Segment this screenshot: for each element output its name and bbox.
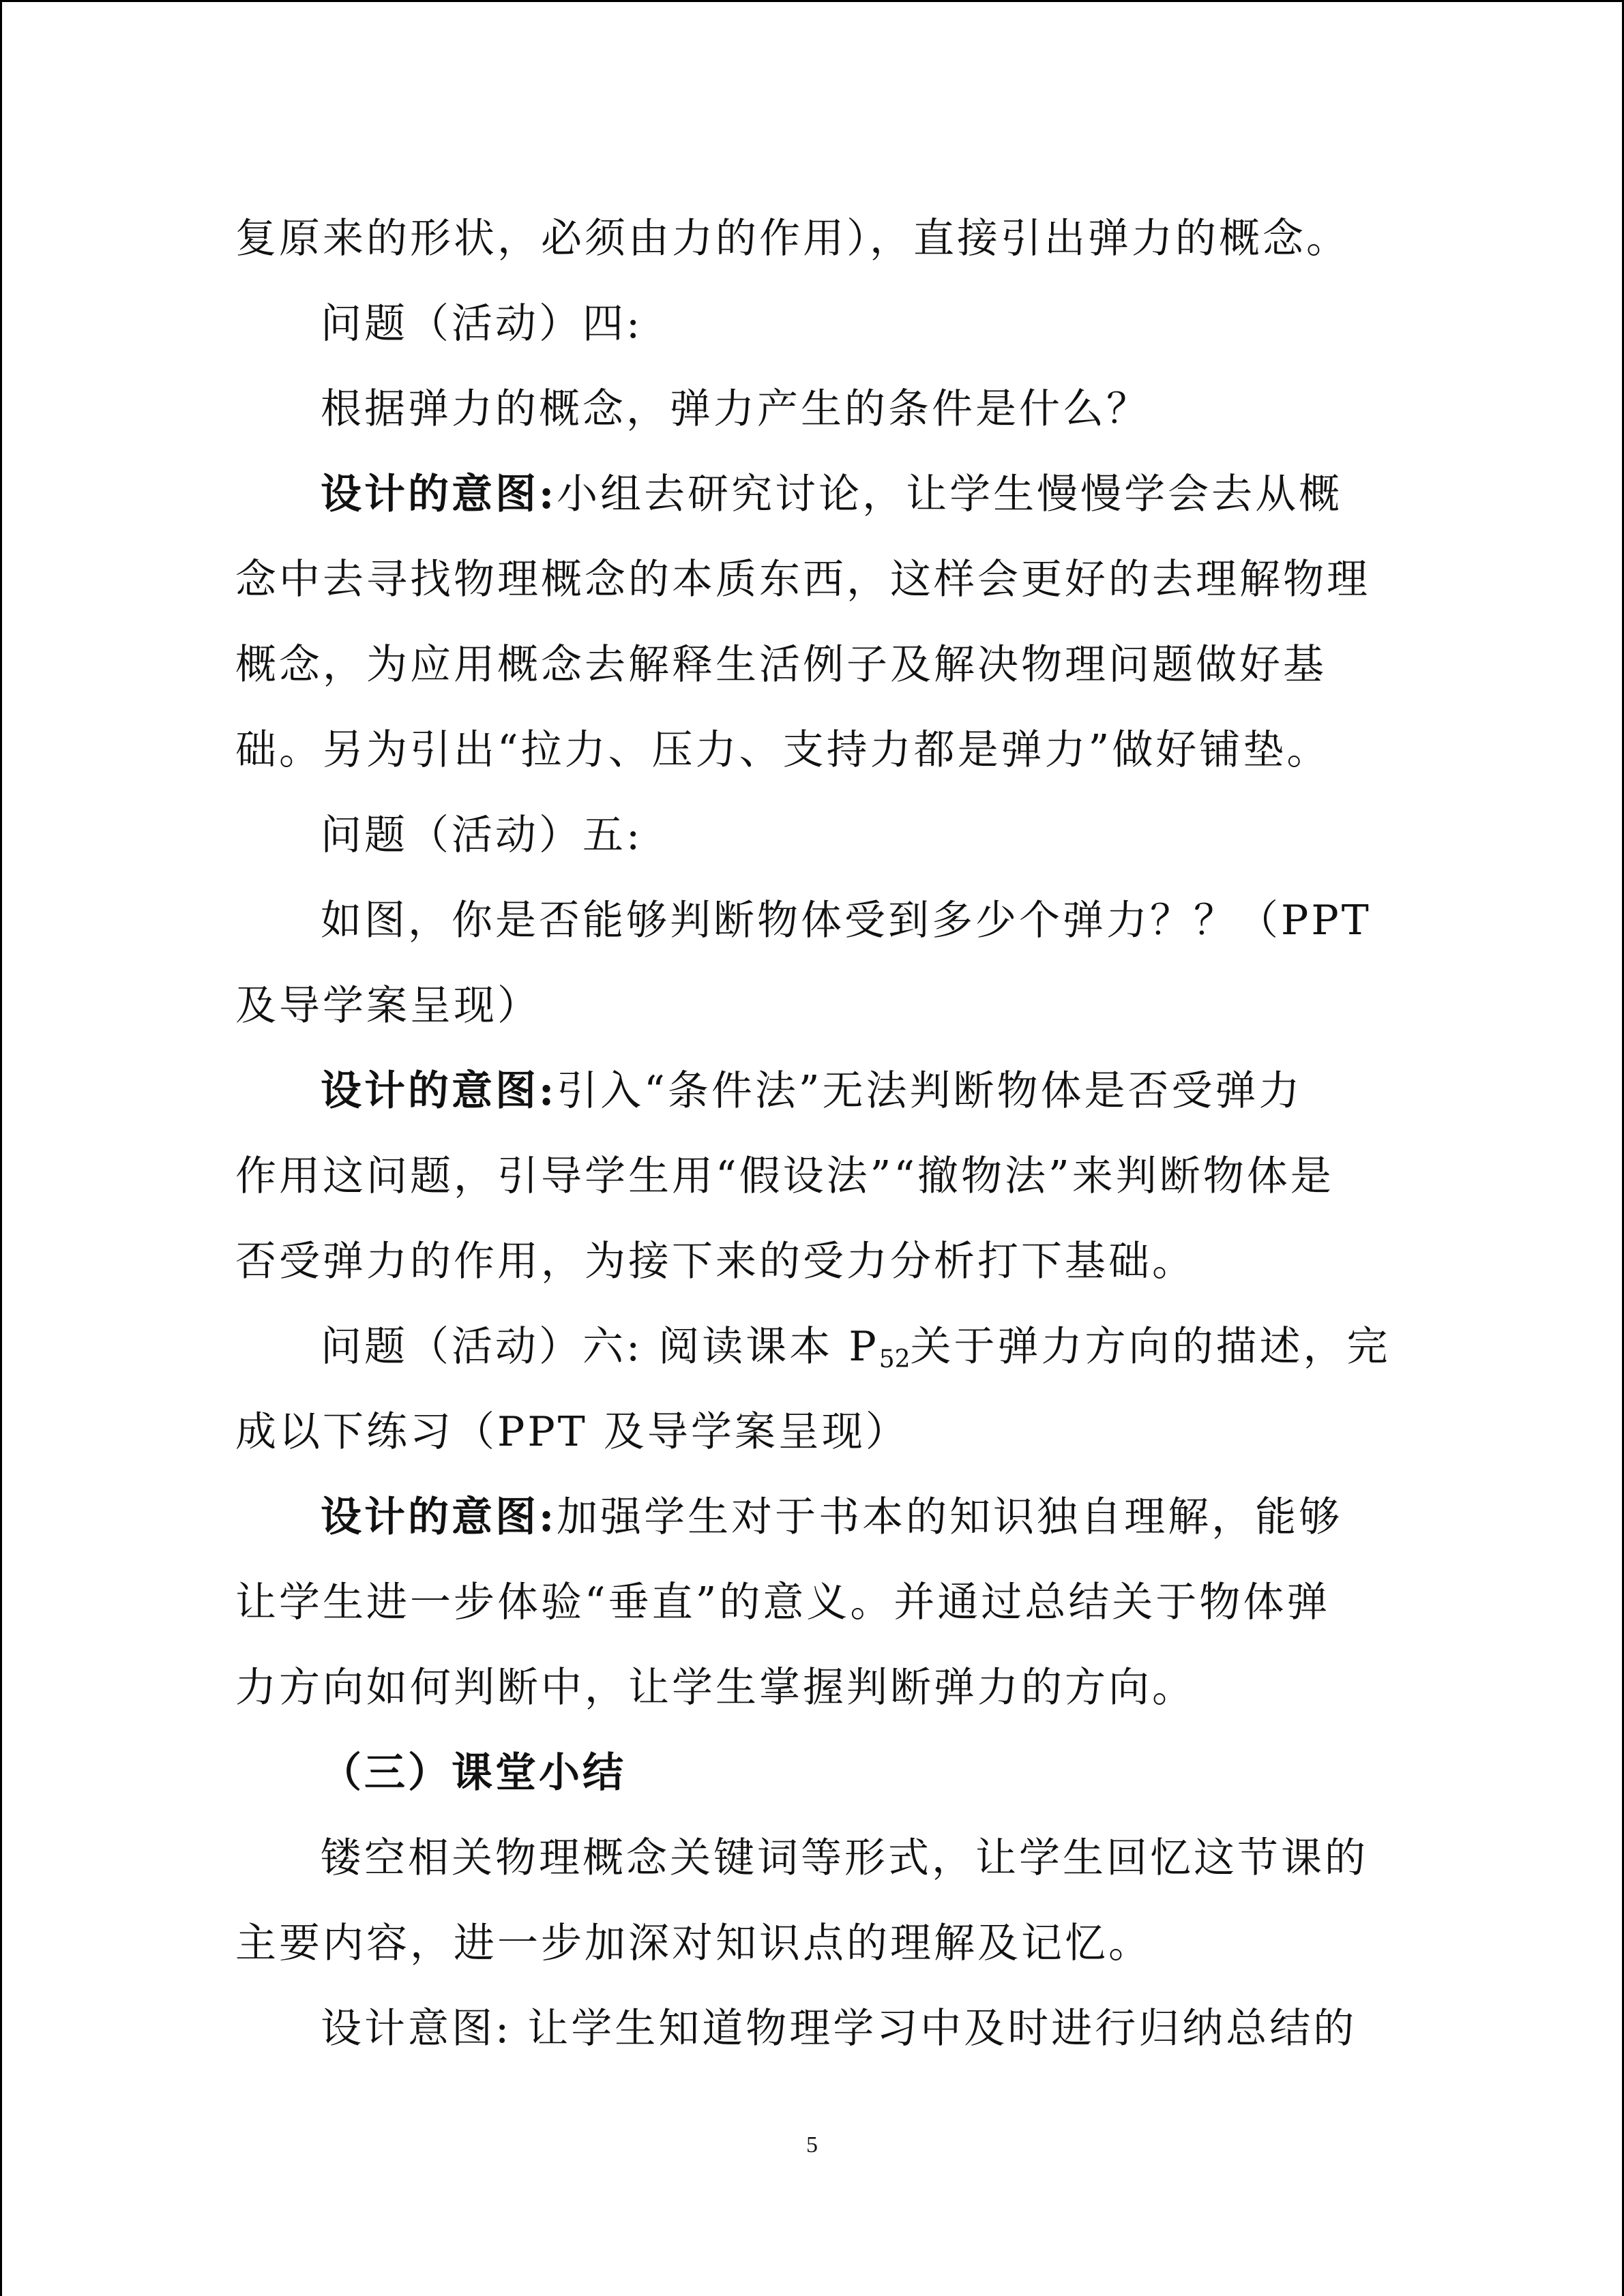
page-border-top bbox=[0, 0, 1624, 2]
paragraph-line: 镂空相关物理概念关键词等形式，让学生回忆这节课的 bbox=[321, 1834, 1368, 1882]
activity-heading bbox=[321, 1320, 1391, 1374]
paragraph-line: 成以下练习（PPT 及导学案呈现） bbox=[235, 1408, 909, 1456]
activity-heading: 问题（活动）五: bbox=[321, 811, 643, 859]
paragraph-line: 础。另为引出“拉力、压力、支持力都是弹力”做好铺垫。 bbox=[235, 726, 1331, 774]
paragraph-line: 力方向如何判断中，让学生掌握判断弹力的方向。 bbox=[235, 1664, 1196, 1712]
paragraph-line: 让学生进一步体验“垂直”的意义。并通过总结关于物体弹 bbox=[235, 1579, 1331, 1626]
subscript: 52 bbox=[879, 1345, 911, 1373]
paragraph-line: 设计意图: 让学生知道物理学习中及时进行归纳总结的 bbox=[321, 2005, 1357, 2053]
paragraph-line: 及导学案呈现） bbox=[235, 982, 541, 1030]
activity-text-pre: 问题（活动）六: 阅读课本 P bbox=[321, 1323, 879, 1371]
paragraph-line: 复原来的形状，必须由力的作用），直接引出弹力的概念。 bbox=[235, 215, 1350, 263]
activity-text-post: 关于弹力方向的描述，完 bbox=[910, 1323, 1391, 1371]
section-heading: （三）课堂小结 bbox=[321, 1749, 626, 1797]
design-intent-line bbox=[321, 1490, 1388, 1545]
design-intent-line bbox=[321, 1064, 1388, 1118]
page-border-left bbox=[0, 0, 2, 2296]
paragraph-line: 念中去寻找物理概念的本质东西，这样会更好的去理解物理 bbox=[235, 556, 1370, 603]
design-intent-text: 引入“条件法”无法判断物体是否受弹力 bbox=[557, 1067, 1303, 1115]
design-intent-text: 小组去研究讨论，让学生慢慢学会去从概 bbox=[557, 471, 1343, 518]
activity-heading: 问题（活动）四: bbox=[321, 300, 643, 348]
paragraph-line: 根据弹力的概念，弹力产生的条件是什么？ bbox=[321, 385, 1150, 433]
paragraph-line: 概念，为应用概念去解释生活例子及解决物理问题做好基 bbox=[235, 641, 1327, 689]
paragraph-line: 作用这问题，引导学生用“假设法”“撤物法”来判断物体是 bbox=[235, 1152, 1334, 1200]
design-intent-label: 设计的意图: bbox=[321, 471, 557, 518]
design-intent-line bbox=[321, 467, 1388, 522]
page-number: 5 bbox=[806, 2132, 818, 2158]
design-intent-text: 加强学生对于书本的知识独自理解，能够 bbox=[557, 1493, 1343, 1541]
design-intent-label: 设计的意图: bbox=[321, 1067, 557, 1115]
paragraph-line: 否受弹力的作用，为接下来的受力分析打下基础。 bbox=[235, 1238, 1196, 1285]
paragraph-line: 如图，你是否能够判断物体受到多少个弹力？？（PPT bbox=[321, 897, 1372, 944]
paragraph-line: 主要内容，进一步加深对知识点的理解及记忆。 bbox=[235, 1920, 1152, 1967]
design-intent-label: 设计的意图: bbox=[321, 1493, 557, 1541]
